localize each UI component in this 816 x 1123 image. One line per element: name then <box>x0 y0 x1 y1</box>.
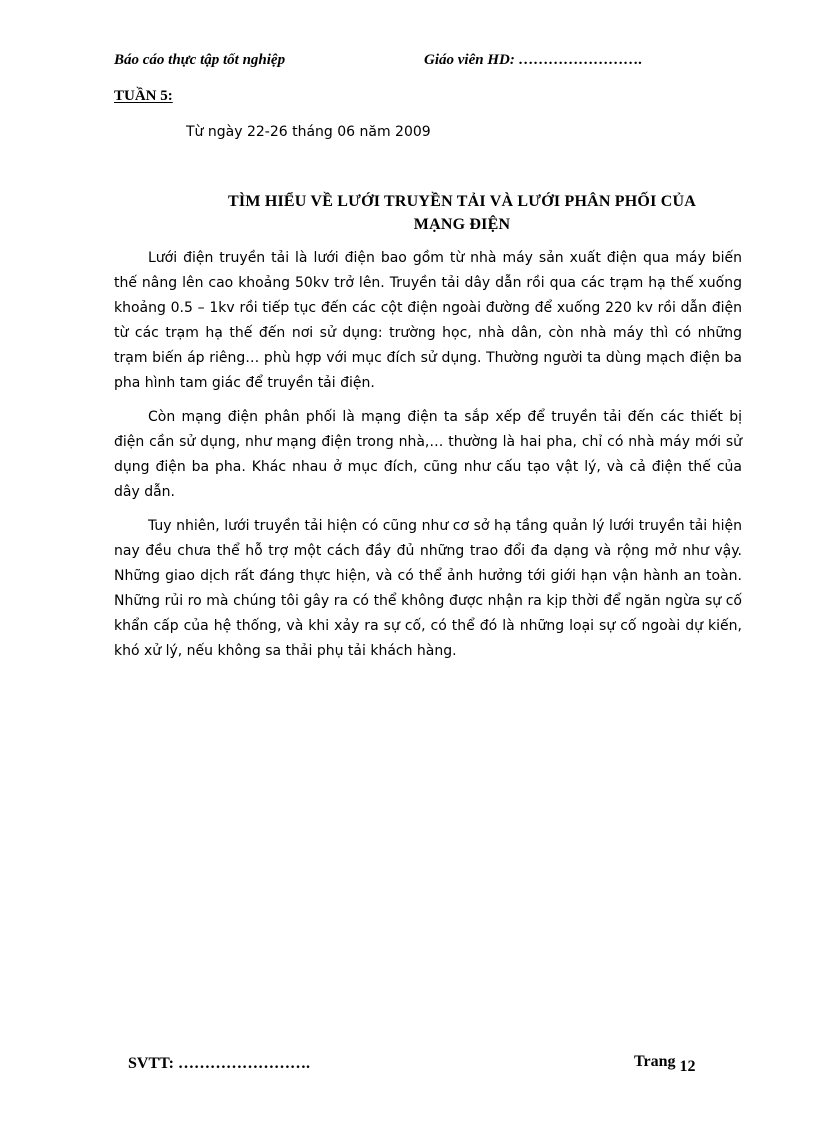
paragraph-limitations: Tuy nhiên, lưới truyền tải hiện có cũng như cơ sở hạ tầng quản lý lưới truyền tải hiện nay đều chưa thể hỗ trợ một cách đầy đủ những trao đổi đa dạng và rộng mở như vậy. Những giao dịch rất đáng thực hiện, và có thể ảnh hưởng tới giới hạn vận hành an toàn. Những rủi ro mà chúng tôi gây ra có thể không được nhận ra kịp thời để ngăn ngừa sự cố khẩn cấp của hệ thống, và khi xảy ra sự cố, có thể đó là những loại sự cố ngoài dự kiến, khó xử lý, nếu không sa thải phụ tải khách hàng. <box>114 518 742 659</box>
body-text <box>114 246 742 673</box>
advisor-field <box>424 52 642 69</box>
paragraph-transmission: Lưới điện truyền tải là lưới điện bao gồm từ nhà máy sản xuất điện qua máy biến thế nâng lên cao khoảng 50kv trở lên. Truyền tải dây dẫn rồi qua các trạm hạ thế xuống khoảng 0.5 – 1kv rồi tiếp tục đến các cột điện ngoài đường để xuống 220 kv rồi dẫn điện từ các trạm hạ thế đến nơi sử dụng: trường học, nhà dân, còn nhà máy thì có những trạm biến áp riêng… phù hợp với mục đích sử dụng. Thường người ta dùng mạch điện ba pha hình tam giác để truyền tải điện. <box>114 250 742 391</box>
section-title <box>200 190 724 236</box>
page-footer <box>128 1053 708 1077</box>
date-line: Từ ngày 22-26 tháng 06 năm 2009 <box>186 124 431 140</box>
student-field <box>128 1055 310 1073</box>
advisor-label: Giáo viên HD: <box>424 52 515 68</box>
title-line-1: TÌM HIỂU VỀ LƯỚI TRUYỀN TẢI VÀ LƯỚI PHÂN PHỐI CỦA <box>228 193 696 210</box>
title-line-2: MẠNG ĐIỆN <box>413 216 511 233</box>
report-title: Báo cáo thực tập tốt nghiệp <box>114 52 286 68</box>
advisor-dots: ……………………. <box>518 52 643 68</box>
student-dots: ……………………. <box>177 1055 310 1072</box>
page-indicator <box>634 1053 696 1075</box>
page-header <box>114 52 714 74</box>
week-heading: TUẦN 5: <box>114 88 173 104</box>
paragraph-distribution: Còn mạng điện phân phối là mạng điện ta sắp xếp để truyền tải đến các thiết bị điện cần sử dụng, như mạng điện trong nhà,… thường là hai pha, chỉ có nhà máy mới sử dụng điện ba pha. Khác nhau ở mục đích, cũng như cấu tạo vật lý, và cả điện thế của dây dẫn. <box>114 409 742 500</box>
page-label: Trang <box>634 1053 676 1070</box>
student-label: SVTT: <box>128 1055 174 1072</box>
page-number: 12 <box>679 1058 696 1075</box>
